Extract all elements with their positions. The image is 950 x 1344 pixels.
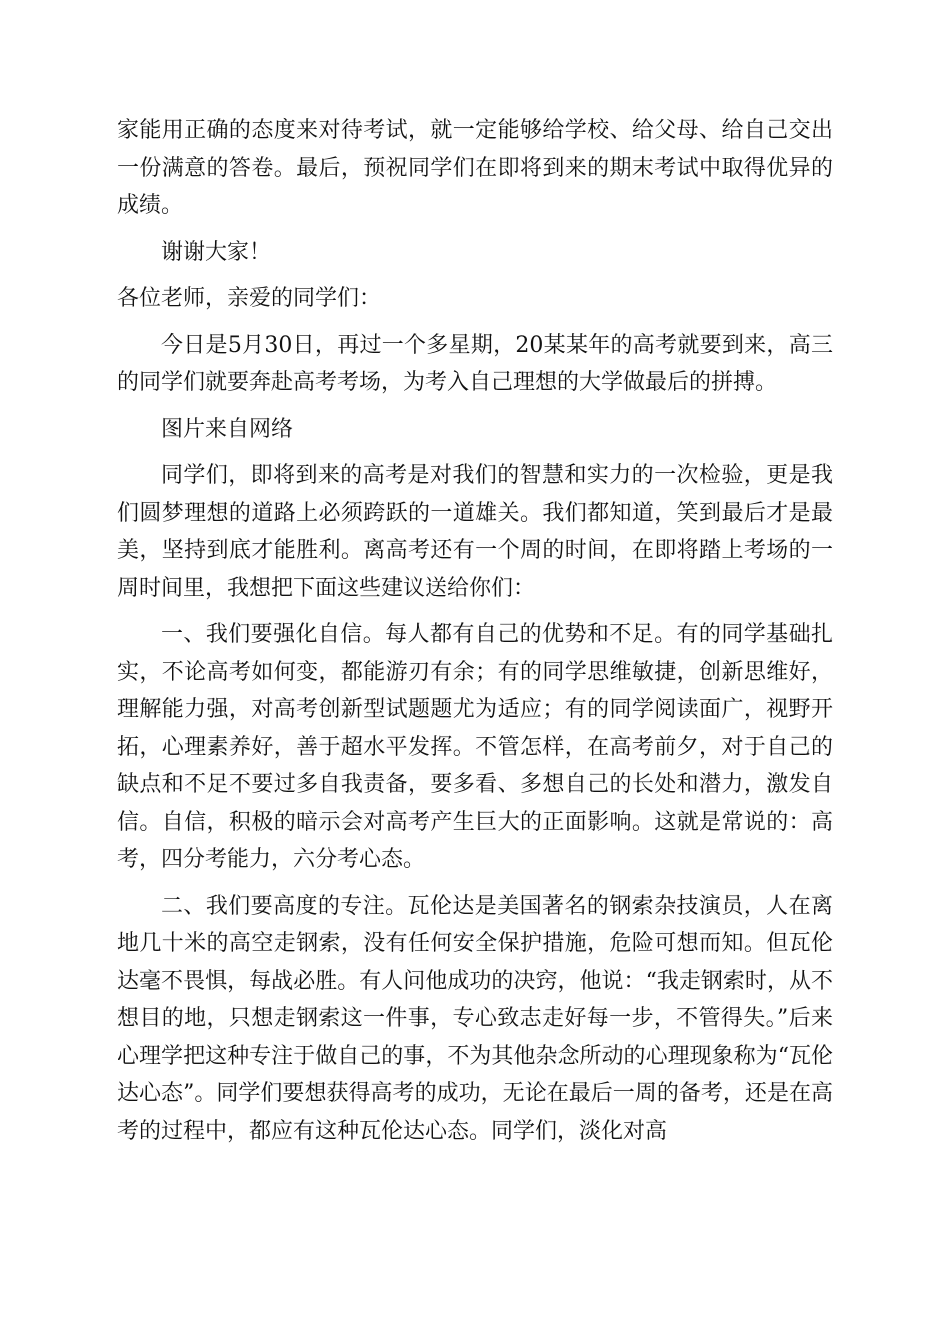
- document-body: [117, 112, 833, 1159]
- paragraph-salutation: 各位老师，亲爱的同学们：: [117, 286, 382, 311]
- paragraph-advice-confidence: 一、我们要强化自信。每人都有自己的优势和不足。有的同学基础扎实，不论高考如何变，都能游刃有余；有的同学思维敏捷，创新思维好，理解能力强，对高考创新型试题题尤为适应；有的同学阅读面广，视野开拓，心理素养好，善于超水平发挥。不管怎样，在高考前夕，对于自己的缺点和不足不要过多自我责备，要多看、多想自己的长处和潜力，激发自信。自信，积极的暗示会对高考产生巨大的正面影响。这就是常说的：高考，四分考能力，六分考心态。: [117, 622, 833, 872]
- paragraph-image-source: 图片来自网络: [161, 416, 294, 442]
- paragraph-closing-wish: 家能用正确的态度来对待考试，就一定能够给学校、给父母、给自己交出一份满意的答卷。最后，预祝同学们在即将到来的期末考试中取得优异的成绩。: [117, 118, 833, 218]
- paragraph-date-intro: 今日是5月30日，再过一个多星期，20某某年的高考就要到来，高三的同学们就要奔赴高考考场，为考入自己理想的大学做最后的拼搏。: [117, 332, 833, 395]
- paragraph-thanks: 谢谢大家！: [161, 239, 272, 265]
- paragraph-exam-challenge: 同学们，即将到来的高考是对我们的智慧和实力的一次检验，更是我们圆梦理想的道路上必须跨跃的一道雄关。我们都知道，笑到最后才是最美，坚持到底才能胜利。离高考还有一个周的时间，在即将踏上考场的一周时间里，我想把下面这些建议送给你们：: [117, 463, 833, 601]
- paragraph-advice-focus: 二、我们要高度的专注。瓦伦达是美国著名的钢索杂技演员，人在离地几十米的高空走钢索，没有任何安全保护措施，危险可想而知。但瓦伦达毫不畏惧，每战必胜。有人问他成功的决窍，他说：“我走钢索时，从不想目的地，只想走钢索这一件事，专心致志走好每一步，不管得失。”后来心理学把这种专注于做自己的事，不为其他杂念所动的心理现象称为“瓦伦达心态”。同学们要想获得高考的成功，无论在最后一周的备考，还是在高考的过程中，都应有这种瓦伦达心态。同学们，淡化对高: [117, 893, 833, 1144]
